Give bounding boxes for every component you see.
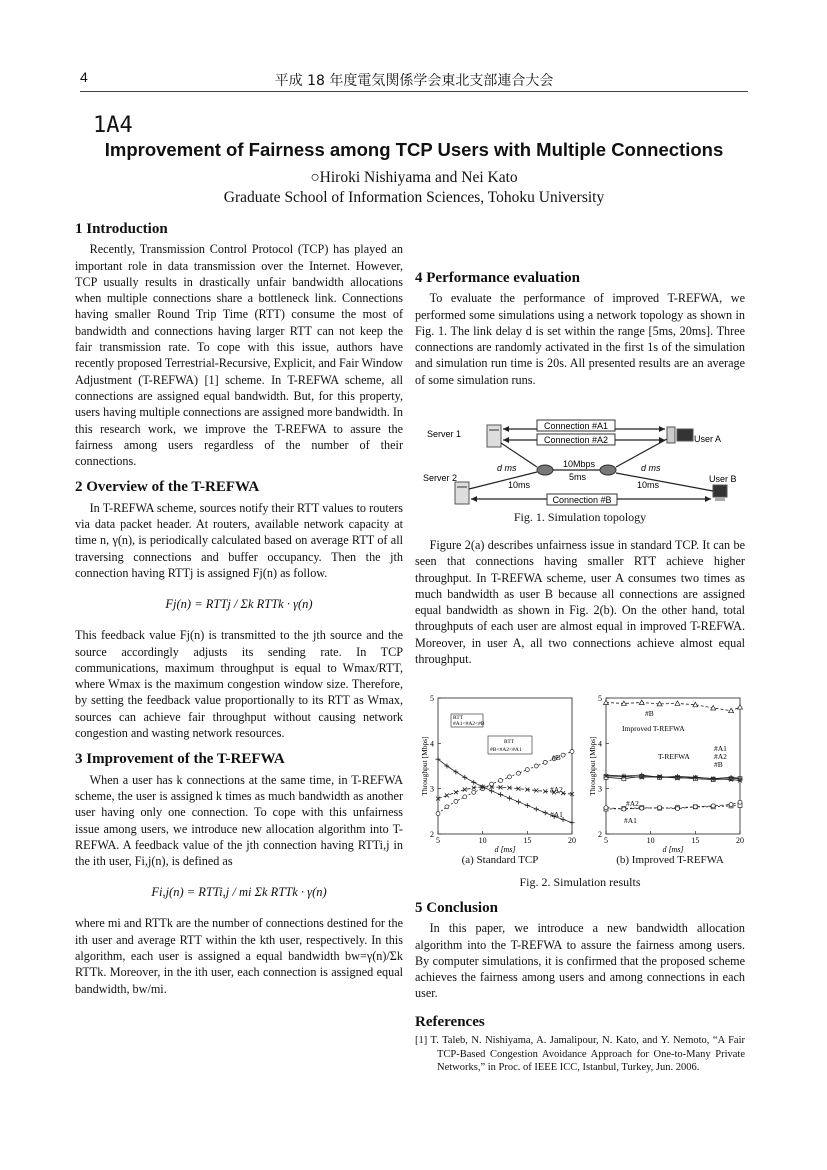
right-column-cont bbox=[415, 537, 745, 667]
y-tick-label: 3 bbox=[430, 784, 434, 794]
paragraph: where mi and RTTk are the number of connections destined for the ith user and average RTT within the kth user, respectively. In this algorithm, each user is assigned a equal bandwidth bw=γ(n)/Σk RTTk. Moreover, in the ith user, each connection is assigned equal bandwidth, bw/mi. bbox=[75, 916, 403, 996]
data-point bbox=[534, 764, 538, 768]
figure1-caption: Fig. 1. Simulation topology bbox=[513, 510, 647, 524]
data-point bbox=[525, 803, 530, 808]
annotation-label: RTT bbox=[453, 715, 464, 721]
data-point bbox=[445, 805, 449, 809]
annotation-label: #B<#A2<#A1 bbox=[490, 747, 522, 753]
y-tick-label: 4 bbox=[598, 739, 602, 749]
x-tick-label: 10 bbox=[478, 836, 487, 845]
server-icon bbox=[487, 425, 501, 447]
delay-label: d ms bbox=[497, 463, 517, 473]
data-point bbox=[570, 820, 575, 825]
data-label: #B bbox=[714, 760, 723, 769]
x-tick-label: 5 bbox=[604, 836, 608, 845]
data-point bbox=[516, 771, 520, 775]
series-line bbox=[606, 703, 740, 711]
section-heading-conclusion: 5 Conclusion bbox=[415, 900, 498, 916]
connection-a1-label: Connection #A1 bbox=[543, 421, 609, 431]
x-tick-label: 15 bbox=[691, 836, 700, 845]
topology-diagram bbox=[415, 415, 745, 513]
equation-fij: Fi,j(n) = RTTi,j / mi Σk RTTk · γ(n) bbox=[151, 885, 327, 900]
x-axis-label: d [ms] bbox=[494, 845, 516, 854]
data-point bbox=[454, 790, 458, 794]
data-point bbox=[693, 805, 697, 809]
data-label: #A2 bbox=[626, 799, 639, 808]
router-icon bbox=[537, 465, 553, 475]
data-point bbox=[738, 705, 743, 710]
reference-item: [1] T. Taleb, N. Nishiyama, A. Jamalipour, N. Kato, and Y. Nemoto, “A Fair TCP-Based Congestion Avoidance Approach for One-to-Many Private Networks,” in Proc. of IEEE ICC, Istanbul, Turkey, Jun. 2006. bbox=[415, 1035, 745, 1074]
y-tick-label: 5 bbox=[598, 694, 602, 703]
data-point bbox=[711, 804, 715, 808]
data-point bbox=[463, 788, 467, 792]
paper-authors: ○Hiroki Nishiyama and Nei Kato bbox=[310, 169, 518, 186]
paragraph: In T-REFWA scheme, sources notify their RTT values to routers via data packet header. At routers, available network capacity at time n, γ(n), is periodically calculated based on average RTT of all traversing connections and buffer occupancy. Then the jth connection having RTTj is assigned Fj(n) as follow. bbox=[75, 500, 403, 580]
connection-b-label: Connection #B bbox=[552, 495, 612, 505]
section-heading-performance: 4 Performance evaluation bbox=[415, 270, 580, 286]
data-point bbox=[675, 701, 680, 706]
server-icon bbox=[455, 482, 469, 504]
data-point bbox=[543, 760, 547, 764]
subcaption-a: (a) Standard TCP bbox=[461, 854, 539, 866]
data-point bbox=[463, 795, 467, 799]
data-point bbox=[507, 796, 512, 801]
data-point bbox=[729, 708, 734, 713]
delay-label: 10ms bbox=[637, 480, 660, 490]
data-point bbox=[516, 799, 521, 804]
data-point bbox=[738, 800, 742, 804]
paragraph: In this paper, we introduce a new bandwidth allocation algorithm into the T-REFWA to assure the fairness among users. By computer simulations, it is confirmed that the proposed scheme achieves the fairness among users and among connections in each user. bbox=[415, 921, 745, 1001]
data-point bbox=[436, 812, 440, 816]
data-point bbox=[570, 749, 574, 753]
data-label: #A1 bbox=[714, 744, 727, 753]
right-column bbox=[415, 270, 745, 388]
y-axis-label: Throughput [Mbps] bbox=[420, 736, 429, 796]
y-tick-label: 3 bbox=[598, 784, 602, 794]
delay-label: 10ms bbox=[508, 480, 531, 490]
paper-affiliation: Graduate School of Information Sciences, Tohoku University bbox=[223, 189, 605, 206]
subcaption-b: (b) Improved T-REFWA bbox=[616, 854, 724, 866]
bandwidth-label: 10Mbps bbox=[563, 459, 596, 469]
data-point bbox=[561, 753, 565, 757]
x-tick-label: 20 bbox=[568, 836, 576, 845]
data-point bbox=[498, 792, 503, 797]
y-axis-label: Throughput [Mbps] bbox=[588, 736, 597, 796]
data-point bbox=[462, 775, 467, 780]
x-axis-label: d [ms] bbox=[662, 845, 684, 854]
paper-title: Improvement of Fairness among TCP Users with Multiple Connections bbox=[104, 139, 724, 160]
x-tick-label: 10 bbox=[646, 836, 655, 845]
y-tick-label: 4 bbox=[430, 739, 434, 749]
paragraph: Figure 2(a) describes unfairness issue in standard TCP. It can be seen that connections having smaller RTT achieve higher throughput. In T-REFWA scheme, user A consumes two times as much bandwidth as user B because all connections are assigned equal bandwidth as shown in Fig. 2(b). On the other hand, total throughputs of each user are almost equal in improved T-REFWA. Moreover, in user A, all two connections achieve almost equal throughput. bbox=[415, 538, 745, 667]
section-heading-introduction: 1 Introduction bbox=[75, 221, 168, 237]
connection-a2-label: Connection #A2 bbox=[543, 435, 609, 445]
equation-fj: Fj(n) = RTTj / Σk RTTk · γ(n) bbox=[165, 597, 313, 612]
paragraph: Recently, Transmission Control Protocol (TCP) has played an important role in data transmission over the Internet. However, TCP usually results in drastically unfair bandwidth allocations when multiple connections share a bottleneck link. Connections having smaller Round Trip Time (RTT) consume the most of bandwidth and connections having larger RTT can not keep the fair transmission rate. To cope with this issue, authors have recently proposed Terrestrial-Recursive, Explicit, and Fair Window Adjustment (T-REFWA) [1] scheme. In T-REFWA scheme, all connections are assigned equal bandwidth. But, for this property, users having multiple connections are assigned more bandwidth. In this research work, we improve the T-REFWA to assure the fairness among users regardless of the number of their connections. bbox=[75, 242, 403, 469]
data-point bbox=[499, 779, 503, 783]
annotation-label: #A1<#A2<#B bbox=[453, 721, 485, 727]
data-label: Improved T-REFWA bbox=[622, 724, 685, 733]
paper-id: 1A4 bbox=[93, 113, 133, 138]
chart-improved-trefwa bbox=[588, 692, 748, 854]
references-heading: References bbox=[415, 1013, 485, 1030]
data-label: #A1 bbox=[550, 810, 563, 819]
user-pc-icon bbox=[713, 485, 727, 501]
user-pc-icon bbox=[667, 427, 693, 443]
right-column-end bbox=[415, 900, 745, 1075]
data-point bbox=[658, 806, 662, 810]
delay-label: d ms bbox=[641, 463, 661, 473]
data-point bbox=[471, 780, 476, 785]
conference-name: 平成 18 年度電気関係学会東北支部連合大会 bbox=[274, 73, 554, 89]
data-point bbox=[640, 806, 644, 810]
figure2-caption: Fig. 2. Simulation results bbox=[519, 875, 641, 889]
data-point bbox=[454, 799, 458, 803]
data-point bbox=[472, 790, 476, 794]
section-heading-improvement: 3 Improvement of the T-REFWA bbox=[75, 751, 285, 768]
userA-label: User A bbox=[694, 434, 722, 444]
data-point bbox=[543, 810, 548, 815]
x-tick-label: 5 bbox=[436, 836, 440, 845]
delay-label: 5ms bbox=[569, 472, 587, 482]
data-point bbox=[507, 775, 511, 779]
data-point bbox=[729, 803, 733, 807]
data-label: T-REFWA bbox=[658, 752, 690, 761]
data-label: #A2 bbox=[714, 752, 727, 761]
chart-standard-tcp bbox=[420, 692, 580, 854]
x-tick-label: 20 bbox=[736, 836, 744, 845]
annotation-label: RTT bbox=[504, 739, 515, 745]
data-point bbox=[534, 807, 539, 812]
y-tick-label: 2 bbox=[430, 830, 434, 839]
paragraph: This feedback value Fj(n) is transmitted to the jth source and the source accordingly adjusts its sending rate. In TCP communications, maximum throughput is equal to Wmax/RTT, where Wmax is the maximum congestion window size. Therefore, by setting the feedback value proportionally to its RTT as Wmax, sources can achieve fair throughput without causing network congestion and wasting network resources. bbox=[75, 628, 403, 741]
data-point bbox=[604, 806, 608, 810]
data-point bbox=[453, 769, 458, 774]
server2-label: Server 2 bbox=[423, 473, 458, 483]
paragraph: When a user has k connections at the same time, in T-REFWA scheme, the user is assigned k times as much bandwidth as another user having only one connection. To cope with this unfairness issue among users, we introduce new allocation algorithm into T-REFWA. A feedback value of the jth connection having RTTi,j in the ith user, Fi,j(n), is defined as bbox=[75, 772, 403, 869]
data-point bbox=[525, 768, 529, 772]
y-tick-label: 2 bbox=[598, 830, 602, 839]
server1-label: Server 1 bbox=[427, 429, 462, 439]
section-heading-overview: 2 Overview of the T-REFWA bbox=[75, 479, 260, 496]
data-label: #A1 bbox=[624, 816, 637, 825]
data-point bbox=[445, 793, 449, 797]
page-number: 4 bbox=[80, 69, 88, 85]
data-label: #B bbox=[645, 709, 654, 718]
paragraph: To evaluate the performance of improved T-REFWA, we performed some simulations using a network topology as shown in Fig. 1. The link delay d is set within the range [5ms, 20ms]. Three connections are randomly activated in the first 1s of the simulation and simulation run time is 20s. All presented results are an average of some simulation runs. bbox=[415, 291, 745, 387]
page-header bbox=[80, 69, 748, 92]
router-icon bbox=[600, 465, 616, 475]
x-tick-label: 15 bbox=[523, 836, 532, 845]
data-label: #A2 bbox=[550, 785, 563, 794]
y-tick-label: 5 bbox=[430, 694, 434, 703]
userB-label: User B bbox=[709, 474, 737, 484]
left-column bbox=[75, 221, 403, 997]
data-point bbox=[675, 807, 679, 811]
data-point bbox=[489, 788, 494, 793]
data-label: #B bbox=[552, 753, 561, 762]
